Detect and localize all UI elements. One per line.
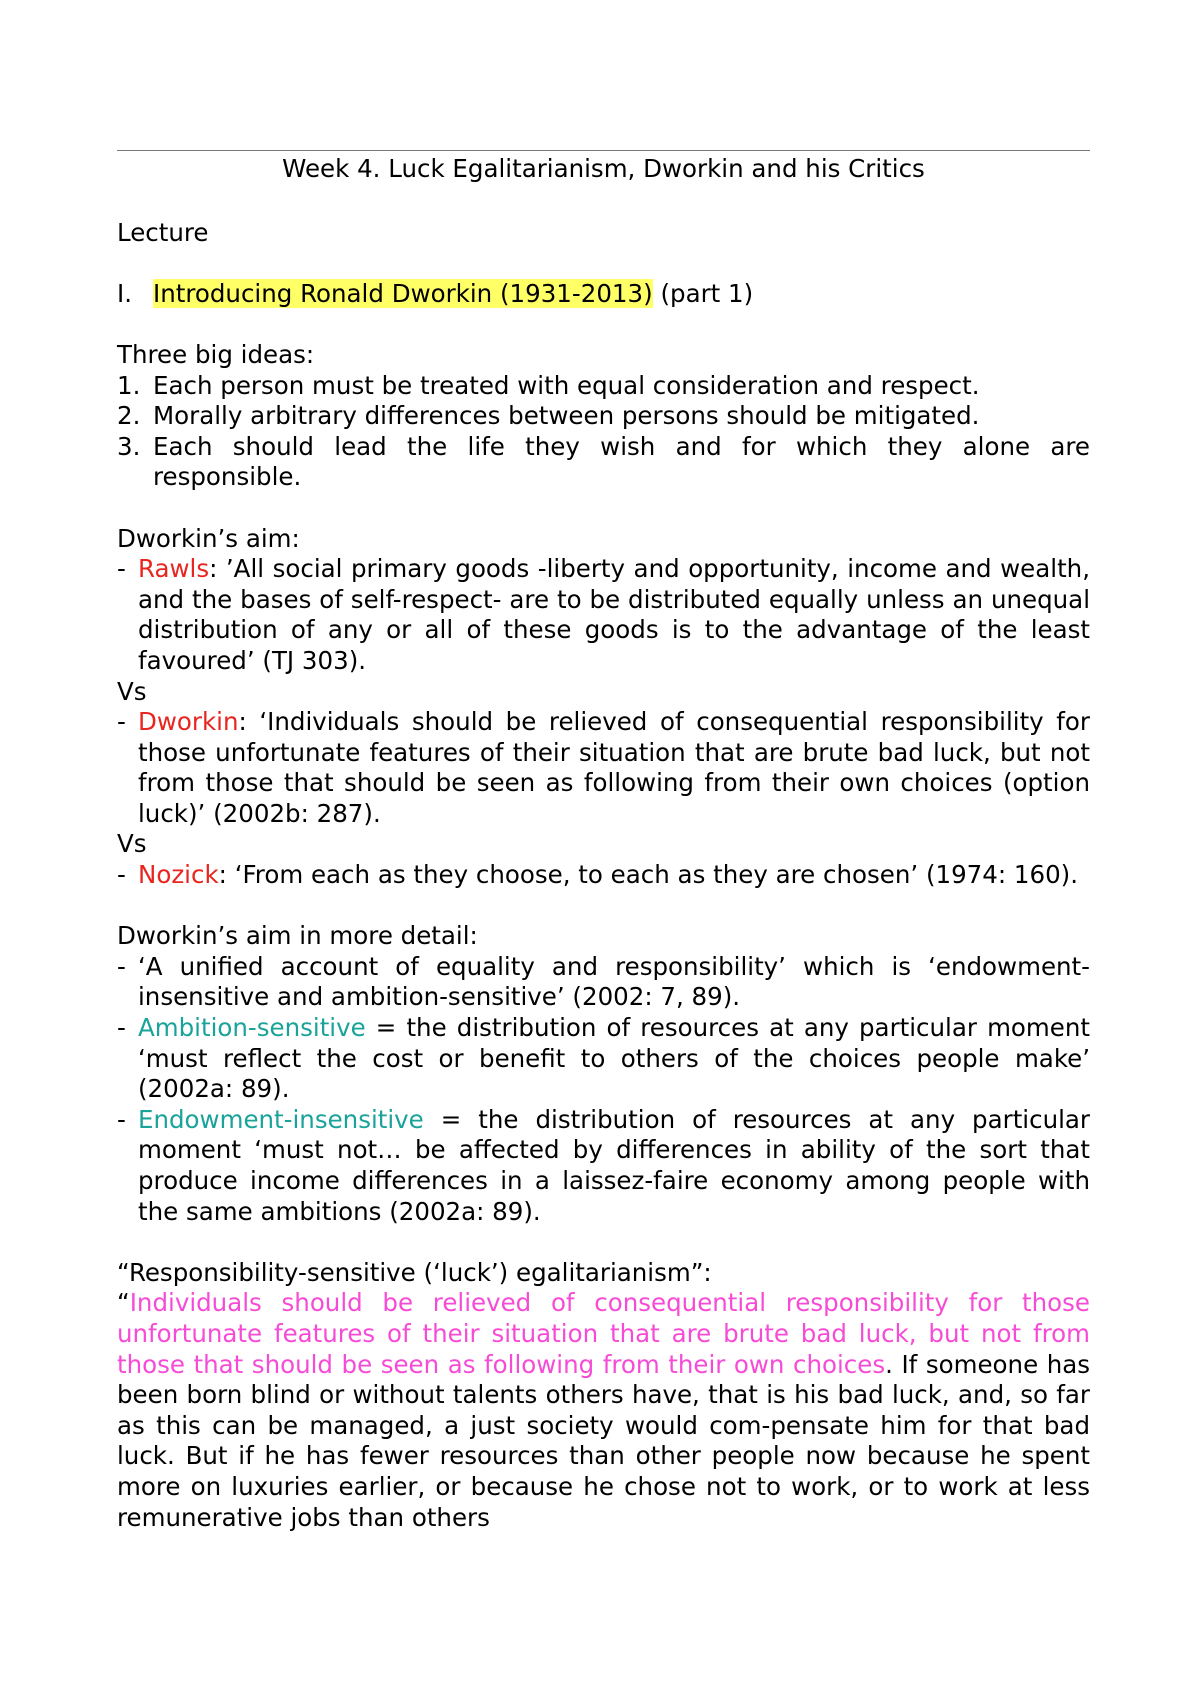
heading-highlight: Introducing Ronald Dworkin (1931-2013) bbox=[153, 278, 653, 308]
aim-list bbox=[117, 860, 1090, 891]
aim-list bbox=[117, 707, 1090, 829]
luck-quote-highlight: Individuals should be relieved of consequential responsibility for those unfortunate features of their situation that are brute bad luck, but not from those that should be seen as following from their own choices bbox=[117, 1288, 1090, 1379]
nozick-quote: : ‘From each as they choose, to each as they are chosen’ (1974: 160). bbox=[218, 860, 1079, 890]
item-number: 1. bbox=[117, 370, 141, 400]
endowment-definition: = the distribution of resources at any particular moment ‘must not… be affected by differences in ability of the sort that produce income differences in a laissez-faire economy among people with the same ambitions (2002a: 89). bbox=[138, 1104, 1090, 1226]
item-number: 2. bbox=[117, 401, 141, 431]
rawls-name: Rawls bbox=[138, 554, 210, 584]
heading-text bbox=[153, 279, 753, 310]
big-ideas-label: Three big ideas: bbox=[117, 339, 315, 369]
list-item: - Nozick: ‘From each as they choose, to each as they are chosen’ (1974: 160). bbox=[117, 860, 1079, 890]
aim-label: Dworkin’s aim: bbox=[117, 523, 300, 553]
endowment-term: Endowment-insensitive bbox=[138, 1104, 424, 1134]
ambition-term: Ambition-sensitive bbox=[138, 1013, 366, 1043]
spacer bbox=[117, 891, 1090, 922]
list-item: - Endowment-insensitive = the distribution of resources at any particular moment ‘must not… be affected by differences in ability of the sort that produce income differences in a laissez-faire economy among people with the same ambitions (2002a: 89). bbox=[117, 1104, 1090, 1226]
list-item: - Rawls: ’All social primary goods -liberty and opportunity, income and wealth, and the bases of self-respect- are to be distributed equally unless an unequal distribution of any or all of these goods is to the advantage of the least favoured’ (TJ 303). bbox=[117, 554, 1090, 675]
versus-label: Vs bbox=[117, 829, 147, 859]
rawls-quote: : ’All social primary goods -liberty and opportunity, income and wealth, and the bases of self-respect- are to be distributed equally unless an unequal distribution of any or all of these goods is to the advantage of the least favoured’ (TJ 303). bbox=[138, 554, 1090, 675]
list-item: - Dworkin: ‘Individuals should be relieved of consequential responsibility for those unfortunate features of their situation that are brute bad luck, but not from those that should be seen as following from their own choices (option luck)’ (2002b: 287). bbox=[117, 707, 1090, 828]
list-item bbox=[117, 371, 1090, 402]
item-number: 3. bbox=[117, 431, 141, 461]
list-item bbox=[117, 401, 1090, 432]
aim-list bbox=[117, 554, 1090, 676]
dworkin-name: Dworkin bbox=[138, 707, 239, 737]
spacer bbox=[117, 248, 1090, 279]
list-item: - Ambition-sensitive = the distribution of resources at any particular moment ‘must reflect the cost or benefit to others of the choices people make’ (2002a: 89). bbox=[117, 1013, 1090, 1104]
item-text: Each person must be treated with equal consideration and respect. bbox=[153, 370, 980, 400]
spacer bbox=[117, 309, 1090, 340]
section-label: Lecture bbox=[117, 217, 209, 247]
detail-label: Dworkin’s aim in more detail: bbox=[117, 921, 478, 951]
document-page bbox=[117, 150, 1090, 1533]
luck-label: “Responsibility-sensitive (‘luck’) egalitarianism”: bbox=[117, 1257, 712, 1287]
spacer bbox=[117, 1227, 1090, 1258]
list-item bbox=[117, 432, 1090, 493]
big-ideas-list bbox=[117, 371, 1090, 493]
list-item: - ‘A unified account of equality and responsibility’ which is ‘endowment-insensitive and ambition-sensitive’ (2002: 7, 89). bbox=[117, 951, 1090, 1012]
heading-suffix: (part 1) bbox=[660, 278, 754, 308]
item-text: Morally arbitrary differences between persons should be mitigated. bbox=[153, 401, 980, 431]
dworkin-quote: : ‘Individuals should be relieved of consequential responsibility for those unfortunate features of their situation that are brute bad luck, but not from those that should be seen as following from their own choices (option luck)’ (2002b: 287). bbox=[138, 707, 1090, 828]
item-text: Each should lead the life they wish and for which they alone are responsible. bbox=[153, 431, 1090, 492]
document-title: Week 4. Luck Egalitarianism, Dworkin and his Critics bbox=[282, 154, 925, 183]
luck-quote bbox=[117, 1288, 1090, 1533]
nozick-name: Nozick bbox=[138, 860, 219, 890]
ambition-definition: = the distribution of resources at any particular moment ‘must reflect the cost or benefit to others of the choices people make’ (2002a: 89). bbox=[138, 1013, 1090, 1104]
spacer bbox=[117, 187, 1090, 218]
detail-item-text: ‘A unified account of equality and responsibility’ which is ‘endowment-insensitive and ambition-sensitive’ (2002: 7, 89). bbox=[138, 951, 1090, 1012]
versus-label: Vs bbox=[117, 676, 147, 706]
detail-list bbox=[117, 952, 1090, 1227]
open-quote: “ bbox=[117, 1288, 130, 1318]
section-heading bbox=[117, 279, 1090, 310]
heading-number: I. bbox=[117, 278, 133, 308]
luck-quote-rest: . If someone has been born blind or without talents others have, that is his bad luck, and, so far as this can be managed, a just society would com-pensate him for that bad luck. But if he has fewer resources than other people now because he spent more on luxuries earlier, or because he chose not to work, or to work at less remunerative jobs than others bbox=[117, 1349, 1090, 1532]
spacer bbox=[117, 493, 1090, 524]
